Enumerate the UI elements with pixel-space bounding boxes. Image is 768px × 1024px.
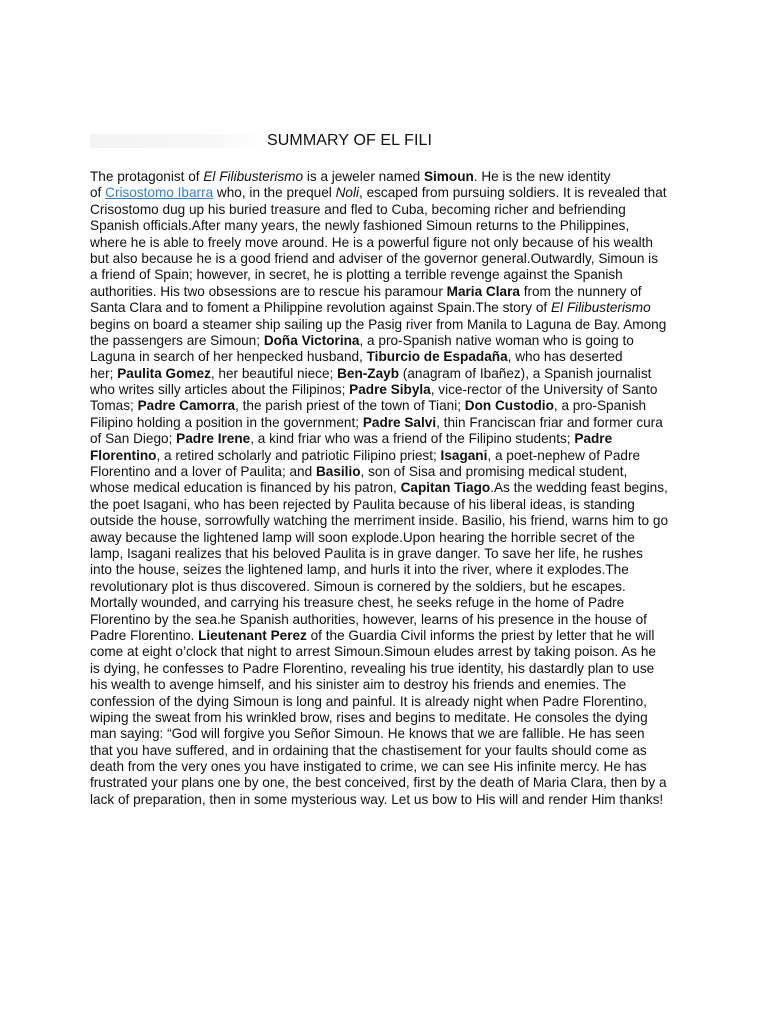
bold-name: Lieutenant Perez xyxy=(198,627,307,643)
text-run: man saying: “God will forgive you Señor Simoun. He knows that we are fallible. He has seen xyxy=(90,726,645,742)
text-run: whose medical education is financed by his patron, xyxy=(90,480,401,496)
text-run: , thin Franciscan friar and former cura xyxy=(436,414,663,430)
bold-name: Padre Sibyla xyxy=(349,382,431,398)
text-run: Filipino holding a position in the government; xyxy=(90,414,363,430)
text-run: Crisostomo dug up his buried treasure and fled to Cuba, becoming richer and befriending xyxy=(90,201,626,217)
text-line xyxy=(90,300,690,316)
bold-name: Maria Clara xyxy=(446,283,520,299)
text-run: lamp, Isagani realizes that his beloved Paulita is in grave danger. To save her life, he rushes xyxy=(90,545,643,561)
text-line xyxy=(90,284,690,300)
text-line xyxy=(90,398,690,414)
text-run: , a retired scholarly and patriotic Filipino priest; xyxy=(156,447,441,463)
text-line xyxy=(90,267,690,283)
text-line xyxy=(90,480,690,496)
text-run: of San Diego; xyxy=(90,431,177,447)
text-run: , vice-rector of the University of Santo xyxy=(430,382,658,398)
bold-name: Paulita Gomez xyxy=(117,365,211,381)
text-run: from the nunnery of xyxy=(519,283,642,299)
text-run: , a pro-Spanish xyxy=(553,398,647,414)
text-line xyxy=(90,677,690,693)
text-run: confession of the dying Simoun is long and painful. It is already night when Padre Florentino, xyxy=(90,693,647,709)
text-line xyxy=(90,595,690,611)
text-run: , a kind friar who was a friend of the Filipino students; xyxy=(250,431,575,447)
text-run: Padre Florentino. xyxy=(90,627,199,643)
text-line xyxy=(90,464,690,480)
text-run: The protagonist of xyxy=(90,169,204,184)
text-line xyxy=(90,317,690,333)
text-line xyxy=(90,349,690,365)
text-run: (anagram of Ibañez), a Spanish journalist xyxy=(399,365,652,381)
bold-name: Florentino xyxy=(90,447,157,463)
text-line xyxy=(90,562,690,578)
text-run: .As the wedding feast begins, xyxy=(490,480,668,496)
text-run: , the parish priest of the town of Tiani; xyxy=(235,398,465,414)
text-run: of the Guardia Civil informs the priest by letter that he will xyxy=(306,627,655,643)
italic-title: El Filibusterismo xyxy=(203,169,304,184)
crisostomo-ibarra-link[interactable]: Crisostomo Ibarra xyxy=(105,185,214,201)
bold-name: Ben-Zayb xyxy=(337,365,400,381)
bold-name: Tiburcio de Espadaña xyxy=(366,349,508,365)
text-line xyxy=(90,366,690,382)
text-line xyxy=(90,743,690,759)
text-run: the passengers are Simoun; xyxy=(90,332,264,348)
bold-name: Padre xyxy=(574,431,613,447)
bold-name: Capitan Tiago xyxy=(400,480,491,496)
text-run: Laguna in search of her henpecked husband, xyxy=(90,349,367,365)
bold-name: Don Custodio xyxy=(464,398,554,414)
text-run: , who has deserted xyxy=(507,349,623,365)
text-run: is dying, he confesses to Padre Florentino, revealing his true identity, his dastardly plan to use xyxy=(90,660,655,676)
text-run: death from the very ones you have instigated to crime, we can see His infinite mercy. He has xyxy=(90,759,647,775)
text-line xyxy=(90,202,690,218)
text-line xyxy=(90,792,690,808)
text-line xyxy=(90,546,690,562)
text-run: authorities. His two obsessions are to rescue his paramour xyxy=(90,283,447,299)
text-line xyxy=(90,775,690,791)
text-line xyxy=(90,497,690,513)
text-line xyxy=(90,448,690,464)
text-line xyxy=(90,710,690,726)
text-run: is a jeweler named xyxy=(303,169,424,184)
text-run: but also because he is a good friend and adviser of the governor general.Outwardly, Simoun is xyxy=(90,250,659,266)
bold-name: Doña Victorina xyxy=(263,332,360,348)
text-line xyxy=(90,694,690,710)
text-line xyxy=(90,530,690,546)
text-line xyxy=(90,382,690,398)
text-run: , her beautiful niece; xyxy=(210,365,338,381)
text-run: come at eight o’clock that night to arrest Simoun.Simoun eludes arrest by taking poison. As he xyxy=(90,644,656,660)
text-run: Florentino and a lover of Paulita; and xyxy=(90,464,316,480)
text-run: wiping the sweat from his wrinkled brow, rises and begins to meditate. He consoles the dying xyxy=(90,709,648,725)
text-run: a friend of Spain; however, in secret, he is plotting a terrible revenge against the Spanish xyxy=(90,267,623,283)
text-line xyxy=(90,612,690,628)
text-run: his wealth to avenge himself, and his sinister aim to destroy his friends and enemies. The xyxy=(90,677,627,693)
text-line xyxy=(90,759,690,775)
text-run: , a poet-nephew of Padre xyxy=(487,447,641,463)
text-run: , son of Sisa and promising medical student, xyxy=(360,464,628,480)
text-line xyxy=(90,333,690,349)
document-title: SUMMARY OF EL FILI xyxy=(267,132,433,149)
text-run: away because the lightened lamp will soon explode.Upon hearing the horrible secret of the xyxy=(90,529,635,545)
text-line xyxy=(90,415,690,431)
text-run: , escaped from pursuing soldiers. It is revealed that xyxy=(359,185,667,201)
italic-title: Noli xyxy=(335,185,360,201)
bold-name: Simoun xyxy=(423,169,474,184)
text-run: lack of preparation, then in some mysterious way. Let us bow to His will and render Him thanks! xyxy=(90,791,664,807)
text-run: frustrated your plans one by one, the best conceived, first by the death of Maria Clara, then by a xyxy=(90,775,667,791)
text-run: outside the house, sorrowfully watching the merriment inside. Basilio, his friend, warns him to go xyxy=(90,513,669,529)
bold-name: Padre Salvi xyxy=(362,414,437,430)
text-line xyxy=(90,513,690,529)
italic-title: El Filibusterismo xyxy=(550,300,651,316)
text-line xyxy=(90,431,690,447)
text-line xyxy=(90,644,690,660)
bold-name: Basilio xyxy=(315,464,361,480)
summary-paragraph xyxy=(90,169,690,808)
bold-name: Padre Irene xyxy=(176,431,251,447)
text-run: Santa Clara and to foment a Philippine revolution against Spain.The story of xyxy=(90,300,551,316)
text-line xyxy=(90,169,690,185)
text-line xyxy=(90,628,690,644)
text-line xyxy=(90,185,690,201)
text-run: of xyxy=(90,185,106,201)
text-run: , a pro-Spanish native woman who is going to xyxy=(359,332,634,348)
text-run: the poet Isagani, who has been rejected by Paulita because of his liberal ideas, is standing xyxy=(90,496,635,512)
bold-name: Padre Camorra xyxy=(137,398,236,414)
text-run: Tomas; xyxy=(90,398,138,414)
text-run: Mortally wounded, and carrying his treasure chest, he seeks refuge in the home of Padre xyxy=(90,595,625,611)
title-highlight-bar xyxy=(90,134,266,148)
text-line xyxy=(90,726,690,742)
text-run: Spanish officials.After many years, the newly fashioned Simoun returns to the Philippines, xyxy=(90,218,630,234)
text-line xyxy=(90,235,690,251)
text-run: where he is able to freely move around. He is a powerful figure not only because of his wealth xyxy=(90,234,653,250)
text-line xyxy=(90,251,690,267)
text-run: Florentino by the sea.he Spanish authorities, however, learns of his presence in the house of xyxy=(90,611,647,627)
text-line xyxy=(90,579,690,595)
text-run: who, in the prequel xyxy=(213,185,336,201)
text-run: . He is the new identity xyxy=(473,169,611,184)
text-line xyxy=(90,661,690,677)
text-run: revolutionary plot is thus discovered. Simoun is cornered by the soldiers, but he escapes. xyxy=(90,578,626,594)
bold-name: Isagani xyxy=(440,447,488,463)
title-row xyxy=(90,131,690,153)
text-run: begins on board a steamer ship sailing up the Pasig river from Manila to Laguna de Bay. Among xyxy=(90,316,667,332)
text-run: that you have suffered, and in ordaining that the chastisement for your faults should come as xyxy=(90,742,647,758)
text-run: who writes silly articles about the Filipinos; xyxy=(90,382,350,398)
text-run: her; xyxy=(90,365,118,381)
text-line xyxy=(90,218,690,234)
text-run: into the house, seizes the lightened lamp, and hurls it into the river, where it explodes.The xyxy=(90,562,629,578)
